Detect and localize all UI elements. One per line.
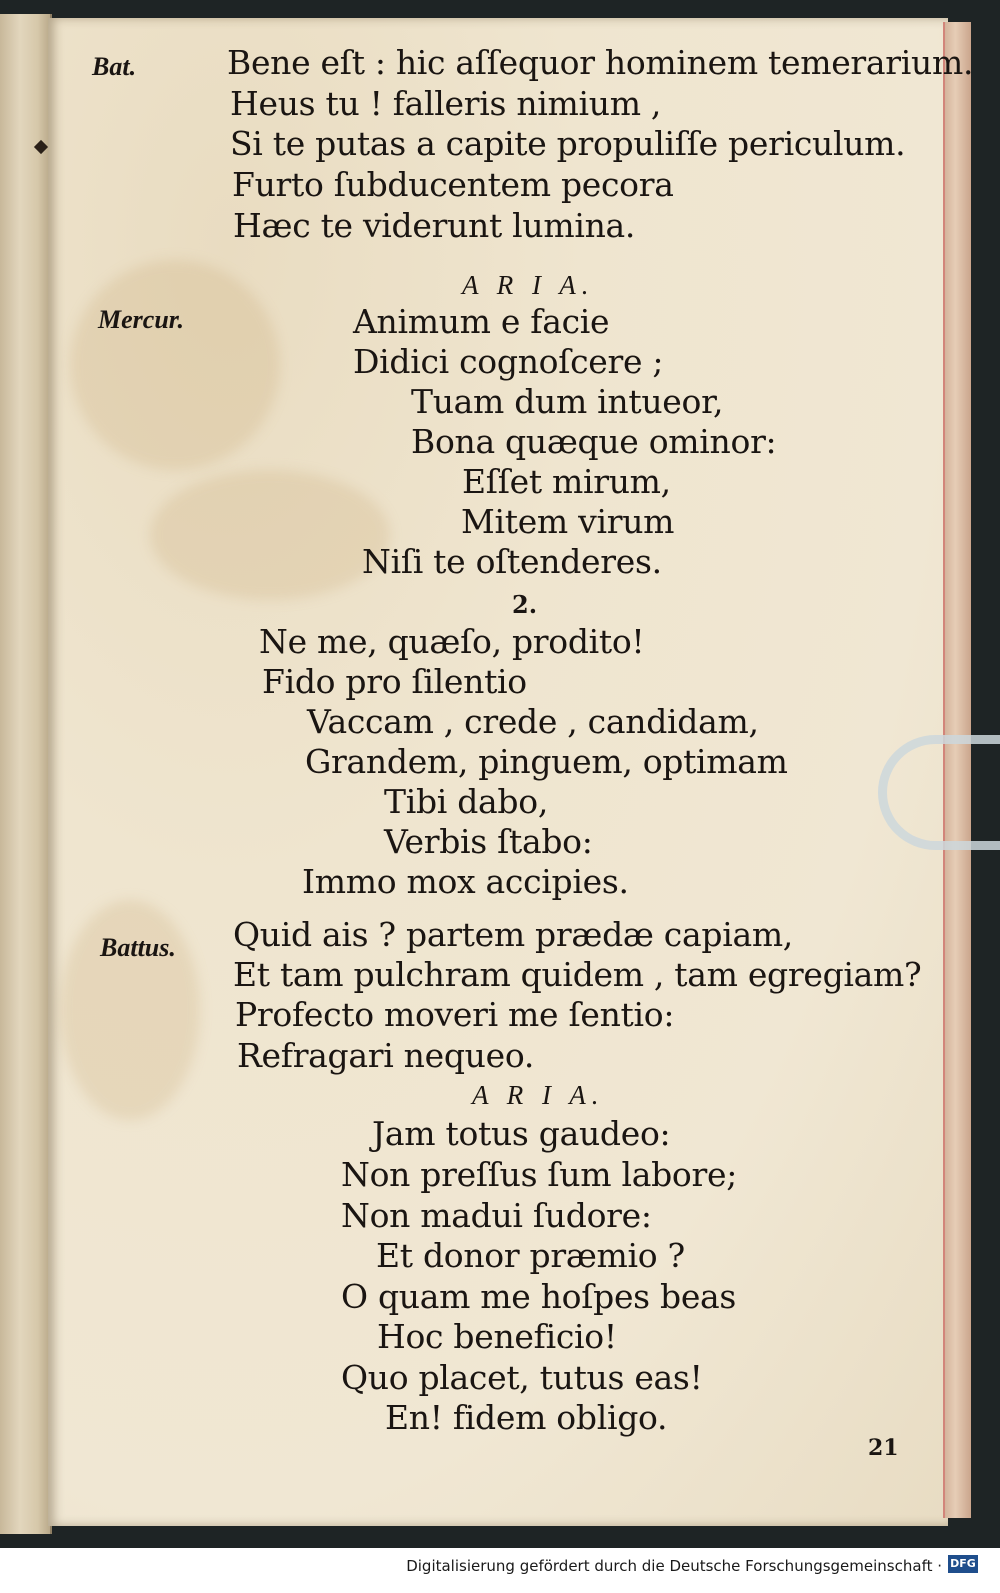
speaker-label-bat: Bat. bbox=[92, 52, 137, 81]
text-line: Heus tu ! falleris nimium , bbox=[230, 84, 662, 123]
paper-stain bbox=[70, 260, 280, 470]
text-line: Jam totus gaudeo: bbox=[372, 1114, 671, 1153]
text-line: Non preſſus ſum labore; bbox=[341, 1155, 738, 1194]
text-line: Vaccam , crede , candidam, bbox=[307, 702, 759, 741]
text-line: Refragari nequeo. bbox=[237, 1036, 535, 1075]
footer-credit: Digitalisierung gefördert durch die Deutsche Forschungsgemeinschaft · bbox=[406, 1557, 942, 1575]
text-line: En! fidem obligo. bbox=[385, 1398, 668, 1437]
text-line: Didici cognoſcere ; bbox=[353, 342, 664, 381]
book-left-edge bbox=[0, 14, 52, 1534]
text-line: Mitem virum bbox=[461, 502, 675, 541]
aria-heading: A R I A. bbox=[462, 270, 595, 300]
text-line: Et tam pulchram quidem , tam egregiam? bbox=[233, 955, 922, 994]
text-line: Non madui ſudore: bbox=[341, 1196, 652, 1235]
text-line: Et donor præmio ? bbox=[376, 1236, 685, 1275]
text-line: Eſſet mirum, bbox=[462, 462, 671, 501]
text-line: Ne me, quæſo, prodito! bbox=[259, 622, 645, 661]
page-clip bbox=[878, 735, 1000, 850]
paper-stain bbox=[150, 470, 390, 600]
dfg-logo-icon: DFG bbox=[948, 1555, 978, 1573]
text-line: Quo placet, tutus eas! bbox=[341, 1358, 703, 1397]
speaker-label-mercur: Mercur. bbox=[98, 305, 184, 334]
text-line: Profecto moveri me ſentio: bbox=[235, 995, 675, 1034]
speaker-label-battus: Battus. bbox=[100, 933, 176, 962]
text-line: Grandem, pinguem, optimam bbox=[305, 742, 788, 781]
text-line: Hæc te viderunt lumina. bbox=[233, 206, 636, 245]
page-number: 21 bbox=[868, 1435, 899, 1461]
text-line: Verbis ſtabo: bbox=[384, 822, 593, 861]
text-line: Tibi dabo, bbox=[384, 782, 549, 821]
text-line: Animum e facie bbox=[353, 302, 610, 341]
text-line: Si te putas a capite propuliſſe periculum. bbox=[230, 124, 906, 163]
stanza-number: 2. bbox=[512, 590, 538, 619]
text-line: Fido pro ſilentio bbox=[262, 662, 527, 701]
text-line: Immo mox accipies. bbox=[302, 862, 629, 901]
text-line: O quam me hoſpes beas bbox=[341, 1277, 737, 1316]
text-line: Bona quæque ominor: bbox=[411, 422, 777, 461]
text-line: Quid ais ? partem prædæ capiam, bbox=[233, 915, 793, 954]
text-line: Hoc beneficio! bbox=[377, 1317, 617, 1356]
text-line: Niſi te oſtenderes. bbox=[362, 542, 662, 581]
text-line: Furto ſubducentem pecora bbox=[232, 165, 674, 204]
aria-heading: A R I A. bbox=[472, 1080, 605, 1110]
text-line: Bene eſt : hic aſſequor hominem temerarium. bbox=[227, 43, 974, 82]
text-line: Tuam dum intueor, bbox=[411, 382, 724, 421]
